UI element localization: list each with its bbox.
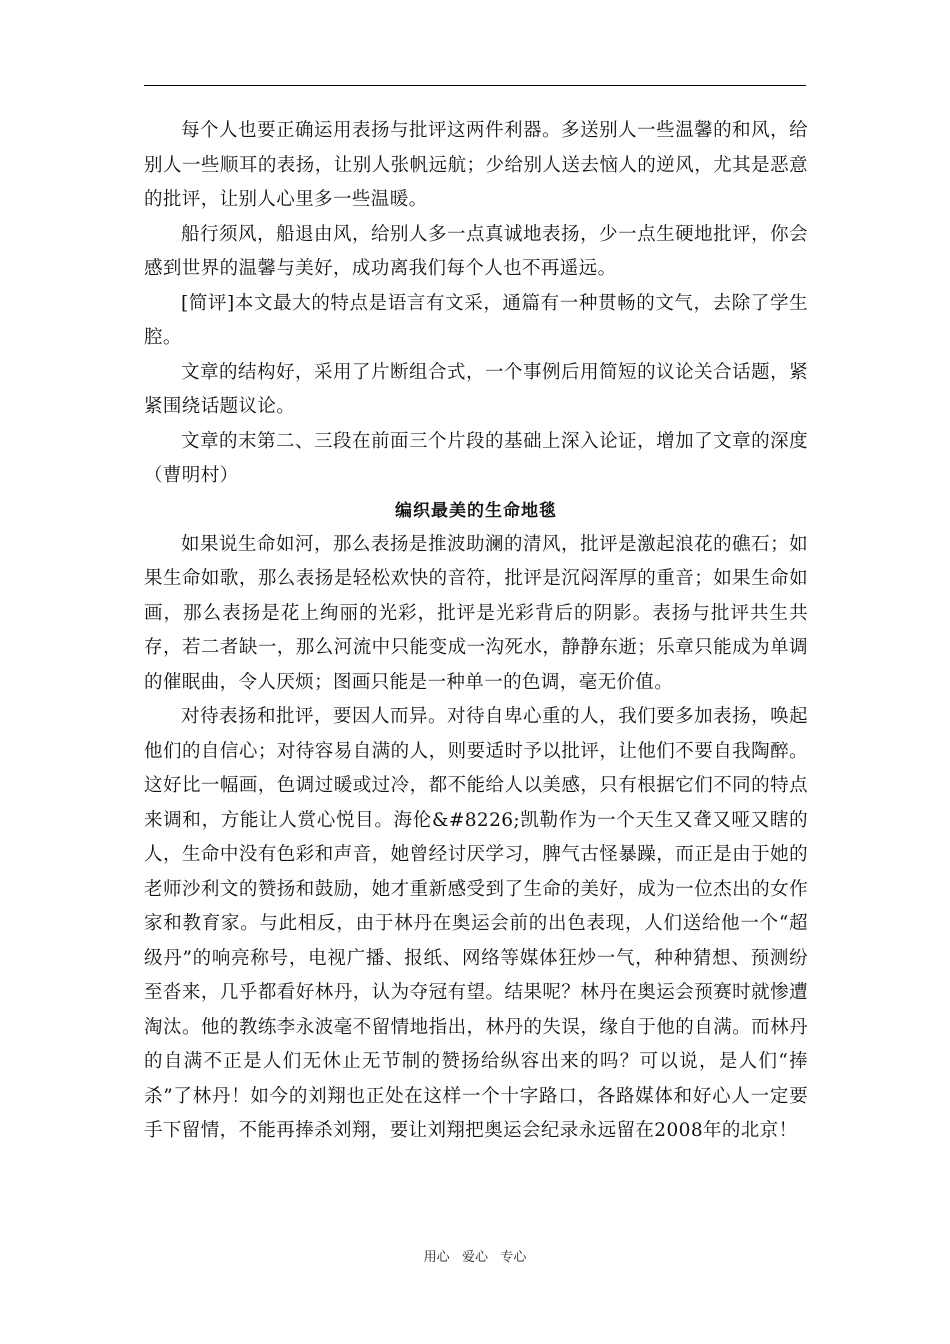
essay-paragraph-1: 如果说生命如河，那么表扬是推波助澜的清风，批评是激起浪花的礁石；如果生命如歌，那么表扬是轻松欢快的音符，批评是沉闷浑厚的重音；如果生命如画，那么表扬是花上绚丽的光彩，批评是光彩背后的阴影。表扬与批评共生共存，若二者缺一，那么河流中只能变成一沟死水，静静东逝；乐章只能成为单调的催眠曲，令人厌烦；图画只能是一种单一的色调，毫无价值。 — [144, 533, 808, 693]
review-paragraph: [简评]本文最大的特点是语言有文采，通篇有一种贯畅的文气，去除了学生腔。 — [144, 292, 808, 348]
essay-title: 编织最美的生命地毯 — [395, 500, 557, 521]
intro-paragraph-2: 船行须风，船退由风，给别人多一点真诚地表扬，少一点生硬地批评，你会感到世界的温馨与美好，成功离我们每个人也不再遥远。 — [144, 223, 808, 279]
structure-comment-paragraph: 文章的结构好，采用了片断组合式，一个事例后用简短的议论关合话题，紧紧围绕话题议论。 — [144, 361, 808, 417]
page-footer: 用心 爱心 专心 — [423, 1250, 527, 1265]
depth-comment-paragraph: 文章的末第二、三段在前面三个片段的基础上深入论证，增加了文章的深度（曹明村） — [144, 430, 808, 486]
header-rule — [144, 85, 806, 86]
essay-paragraph-2: 对待表扬和批评，要因人而异。对待自卑心重的人，我们要多加表扬，唤起他们的自信心；对待容易自满的人，则要适时予以批评，让他们不要自我陶醉。这好比一幅画，色调过暖或过冷，都不能给人以美感，只有根据它们不同的特点来调和，方能让人赏心悦目。海伦&#8226;凯勒作为一个天生又聋又哑又瞎的人，生命中没有色彩和声音，她曾经讨厌学习，脾气古怪暴躁，而正是由于她的老师沙利文的赞扬和鼓励，她才重新感受到了生命的美好，成为一位杰出的女作家和教育家。与此相反，由于林丹在奥运会前的出色表现，人们送给他一个“超级丹”的响亮称号，电视广播、报纸、网络等媒体狂炒一气，种种猜想、预测纷至沓来，几乎都看好林丹，认为夺冠有望。结果呢？林丹在奥运会预赛时就惨遭淘汰。他的教练李永波毫不留情地指出，林丹的失误，缘自于他的自满。而林丹的自满不正是人们无休止无节制的赞扬给纵容出来的吗？可以说，是人们“捧杀”了林丹！如今的刘翔也正处在这样一个十字路口，各路媒体和好心人一定要手下留情，不能再捧杀刘翔，要让刘翔把奥运会纪录永远留在2008年的北京！ — [144, 706, 808, 1141]
intro-paragraph-1: 每个人也要正确运用表扬与批评这两件利器。多送别人一些温馨的和风，给别人一些顺耳的表扬，让别人张帆远航；少给别人送去恼人的逆风，尤其是恶意的批评，让别人心里多一些温暖。 — [144, 120, 808, 210]
page-content — [144, 114, 808, 1149]
